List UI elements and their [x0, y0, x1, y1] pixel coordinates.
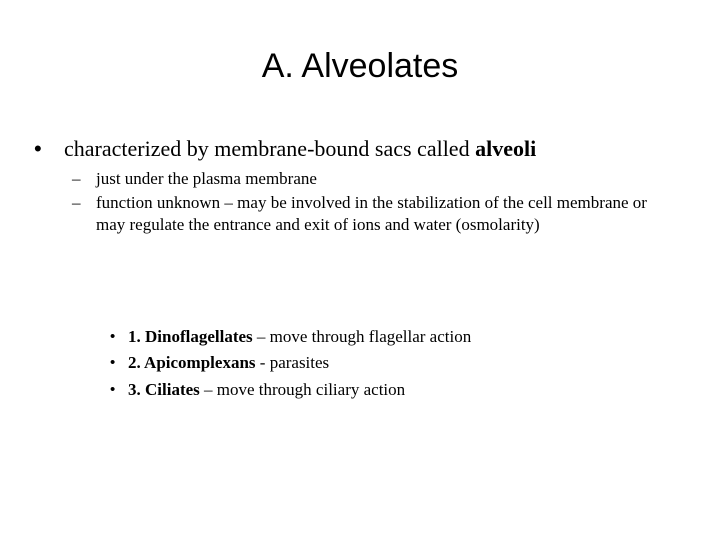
- dash-marker: –: [72, 193, 81, 212]
- group-description: - parasites: [255, 353, 330, 372]
- bullet-marker: •: [34, 136, 42, 161]
- bullet-marker: •: [110, 328, 116, 345]
- group-item-text: [128, 379, 405, 401]
- group-name: 2. Apicomplexans: [128, 353, 256, 372]
- group-name: 3. Ciliates: [128, 380, 200, 399]
- sub-bullet: [72, 192, 652, 236]
- group-description: – move through flagellar action: [252, 327, 472, 346]
- sub-bullet: [72, 168, 652, 190]
- dash-marker: –: [72, 169, 81, 188]
- main-bullet-text-bold: alveoli: [475, 136, 537, 161]
- sub-bullet-text: just under the plasma membrane: [96, 169, 317, 188]
- group-item-text: [128, 326, 471, 348]
- group-item-text: [128, 352, 329, 374]
- group-name: 1. Dinoflagellates: [128, 327, 253, 346]
- bullet-marker: •: [110, 354, 116, 371]
- main-bullet-text-plain: characterized by membrane-bound sacs called: [64, 136, 476, 161]
- sub-bullet-text: function unknown – may be involved in the stabilization of the cell membrane or may regulate the entrance and exit of ions and water (osmolarity): [96, 193, 647, 234]
- bullet-marker: •: [110, 381, 116, 398]
- slide-title: A. Alveolates: [261, 47, 459, 85]
- group-description: – move through ciliary action: [199, 380, 406, 399]
- main-bullet-text: [64, 134, 536, 164]
